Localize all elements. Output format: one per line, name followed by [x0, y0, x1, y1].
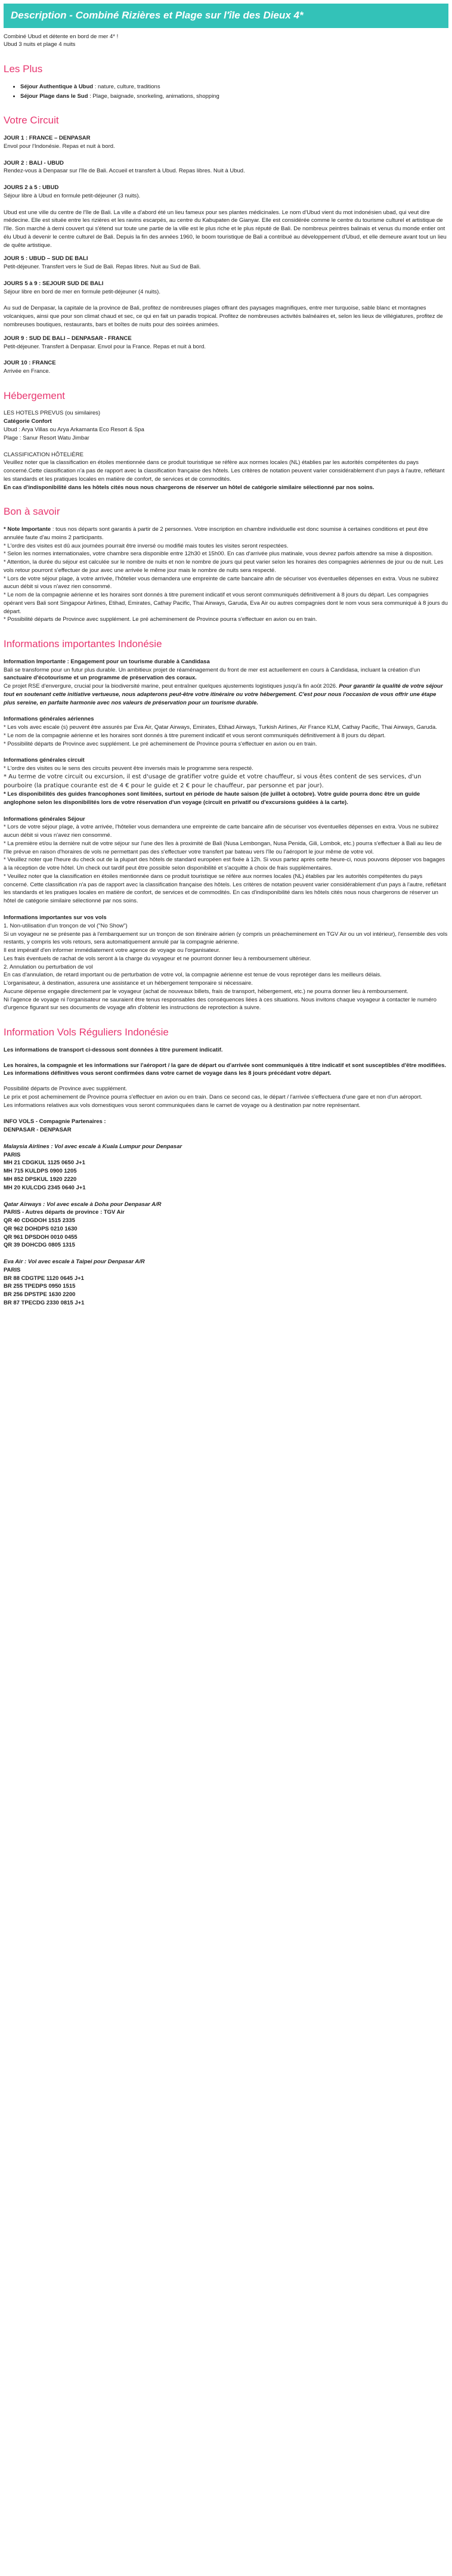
- day-5: [4, 255, 448, 271]
- sejour-info-item: * Veuillez noter que l'heure du check out de la plupart des hôtels de standard européen est fixée à 12h. Si vous partez après cette heure-ci, nous pouvons déposer vos bagages à la réception de votre hôtel. Un check out tardif peut être possible selon disponibilité et s'acquitte à choix de frais supplémentaires.: [4, 856, 445, 872]
- classification-note: En cas d'indisponibilité dans les hôtels cités nous nous chargerons de réserver un hôtel de catégorie similaire sélectionné par nos soins.: [4, 484, 374, 491]
- savoir-note: [4, 525, 448, 542]
- aerien-block: [4, 715, 448, 748]
- plus-text: : Plage, baignade, snorkeling, animations, shopping: [88, 92, 219, 100]
- savoir-item: * Le nom de la compagnie aérienne et les horaires sont donnés à titre purement indicatif et vous seront communiqués définitivement à 8 jours du départ. Les compagnies opérant vers Bali sont Singapour Airlines, Etihad, Emirates, Cathay Pacific, Thai Airways, Garuda, Eva Air ou autres compagnies dont le nom vous sera communiqué à 8 jours du départ.: [4, 592, 448, 615]
- vols-intro-item: Les informations relatives aux vols domestiques vous seront communiquées dans le carnet de voyage ou à destination par notre représentant.: [4, 1102, 361, 1109]
- hotels-block: [4, 409, 448, 442]
- classification-text: Veuillez noter que la classification en étoiles mentionnée dans ce produit touristique se réfère aux normes locales (NL) établies par les autorités compétentes du pays concerné.Cette classification n'a pas de rapport avec la classification française des hôtels. Les critères de notation peuvent varier considérablement d'un pays à l'autre, reflétant les standards et les pratiques locales en matière de confort, de services et de commodités.: [4, 459, 445, 483]
- day-title: JOURS 2 à 5 : UBUD: [4, 184, 59, 191]
- vols-info-item: Il est impératif d'en informer immédiatement votre agence de voyage ou l'organisateur.: [4, 947, 221, 954]
- list-item: [20, 83, 448, 91]
- plus-label: Séjour Plage dans le Sud: [20, 92, 88, 100]
- aerien-title: Informations générales aériennes: [4, 716, 94, 723]
- vols-intro: [4, 1046, 448, 1110]
- vols-intro-item: Les horaires, la compagnie et les informations sur l'aéroport / la gare de départ ou d'arrivée sont communiqués à titre indicatif et sont susceptibles d'être modifiées. Les informations définitives vous seront confirmées dans votre carnet de voyage dans les 8 jours précédant votre départ.: [4, 1062, 447, 1077]
- days-5-9: [4, 280, 448, 296]
- vols-info-item: 2. Annulation ou perturbation de vol: [4, 963, 93, 970]
- flight-row: BR 255 TPEDPS 0950 1515: [4, 1283, 76, 1290]
- circuit-info-title: Informations générales circuit: [4, 757, 85, 764]
- flight-row: QR 39 DOHCDG 0805 1315: [4, 1242, 75, 1249]
- vols-intro-item: Le prix et post acheminement de Province pourra s'effectuer en avion ou en train. Dans ce second cas, le départ / l'arrivée s'effectuera d'une gare et non d'un aéroport.: [4, 1093, 423, 1100]
- savoir-item: * Possibilité départs de Province avec supplément. Le pré acheminement de Province pourra s'effectuer en avion ou en train.: [4, 616, 317, 623]
- intro-line: Combiné Ubud et détente en bord de mer 4* !: [4, 33, 119, 40]
- section-title-infos: Informations importantes Indonésie: [4, 638, 162, 650]
- hotel-plage: Plage : Sanur Resort Watu Jimbar: [4, 434, 89, 441]
- qatar-block: [4, 1201, 448, 1250]
- sejour-info-item: * Veuillez noter que la classification en étoiles mentionnée dans ce produit touristique se réfère aux normes locales (NL) établies par les autorités compétentes du pays concerné. Cette classification n'a pas de rapport avec la classification française des hôtels. Les critères de notation peuvent varier considérablement d'un pays à l'autre, reflétant les standards et les pratiques locales en matière de confort, de services et de commodités. En cas d'indisponibilité dans les hôtels cités nous nous chargerons de réserver un hôtel de catégorie similaire sélectionné par nos soins.: [4, 873, 447, 905]
- vols-intro-item: Possibilité départs de Province avec supplément.: [4, 1086, 128, 1093]
- airline-city: PARIS - Autres départs de province : TGV Air: [4, 1209, 125, 1216]
- sejour-info-item: * Lors de votre séjour plage, à votre arrivée, l'hôtelier vous demandera une empreinte de carte bancaire afin de sécuriser vos éventuelles dépenses en extra. Vous ne subirez aucun débit si vous n'avez rien consommé.: [4, 824, 439, 839]
- vols-info-title: Informations importantes sur vos vols: [4, 914, 107, 921]
- section-title-hebergement: Hébergement: [4, 389, 66, 401]
- vols-info-item: L'organisateur, à destination, assurera une assistance et un hébergement temporaire si nécessaire.: [4, 980, 253, 987]
- vols-info-item: Les frais éventuels de rachat de vols seront à la charge du voyageur et ne pourront donner lieu à remboursement ultérieur.: [4, 955, 311, 962]
- eva-block: [4, 1258, 448, 1307]
- hotels-category: Catégorie Confort: [4, 418, 52, 425]
- flight-row: MH 20 KULCDG 2345 0640 J+1: [4, 1184, 86, 1191]
- page-title: Description - Combiné Rizières et Plage sur l'île des Dieux 4*: [4, 4, 448, 28]
- savoir-item: * Selon les normes internationales, votre chambre sera disponible entre 12h30 et 15h00. En cas d'arrivée plus matinale, vous devrez parfois attendre sa mise à disposition.: [4, 551, 433, 558]
- engagement-highlight: sanctuaire d'écotourisme et un programme de préservation des coraux.: [4, 675, 197, 682]
- circuit-info-item: * Au terme de votre circuit ou excursion, il est d'usage de gratifier votre guide et votre chauffeur, si vous êtes content de ses services, d'un pourboire (la pratique courante est de 4 € pour le guide et 2 € pour le chauffeur, par personne et par jour).: [4, 774, 422, 789]
- vols-info-item: 1. Non-utilisation d'un tronçon de vol ("No Show"): [4, 922, 128, 929]
- day-text: Petit-déjeuner. Transfert vers le Sud de Bali. Repas libres. Nuit au Sud de Bali.: [4, 264, 201, 271]
- vols-info-item: Si un voyageur ne se présente pas à l'embarquement sur un tronçon de son itinéraire aérien (y compris un préacheminement en TGV Air ou un vol intérieur), l'ensemble des vols restants, y compris les vols retours, sera automatiquement annulé par la compagnie aérienne.: [4, 930, 448, 946]
- flight-row: BR 87 TPECDG 2330 0815 J+1: [4, 1299, 85, 1306]
- section-title-plus: Les Plus: [4, 63, 43, 75]
- day-text: Séjour libre en bord de mer en formule petit-déjeuner (4 nuits).: [4, 288, 160, 295]
- vols-partners: [4, 1118, 448, 1134]
- airline-title: Malaysia Airlines : Vol avec escale à Kuala Lumpur pour Denpasar: [4, 1143, 182, 1150]
- malaysia-block: [4, 1143, 448, 1192]
- flight-row: BR 256 DPSTPE 1630 2200: [4, 1291, 76, 1298]
- ubud-description: Ubud est une ville du centre de l'île de Bali. La ville a d'abord été un lieu fameux pour ses plantes médicinales. Le nom d'Ubud vient du mot indonésien ubad, qui veut dire médecine. Elle est située entre les rizières et les ravins escarpés, au centre du Kabupaten de Gianyar. Elle est considérée comme le centre du tourisme culturel et artistique de l'île. Son marché à demi couvert qui s'étend sur toute une partie de la ville est le plus riche et le plus réputé de Bali. De nombreux peintres balinais et venus du monde entier ont élu Ubud à devenir le centre culturel de Bali. Depuis la fin des années 1960, le boom touristique de Bali a contribué au développement d'Ubud, et elle demeure avant tout un lieu de quête artistique.: [4, 209, 447, 249]
- flight-row: QR 962 DOHDPS 0210 1630: [4, 1225, 78, 1232]
- aerien-item: * Les vols avec escale (s) peuvent être assurés par Eva Air, Qatar Airways, Emirates, Etihad Airways, Turkish Airlines, Air France KLM, Cathay Pacific, Thai Airways, Garuda.: [4, 724, 437, 731]
- savoir-note-label: * Note Importante: [4, 526, 51, 533]
- flight-row: MH 21 CDGKUL 1125 0650 J+1: [4, 1159, 85, 1167]
- plus-label: Séjour Authentique à Ubud: [20, 83, 94, 90]
- day-text: Rendez-vous à Denpasar sur l'île de Bali. Accueil et transfert à Ubud. Repas libres. Nuit à Ubud.: [4, 168, 245, 175]
- sejour-info-block: [4, 815, 448, 905]
- section-title-savoir: Bon à savoir: [4, 506, 60, 518]
- page: [0, 4, 452, 1328]
- savoir-item: * L'ordre des visites est dû aux journées pourrait être inversé ou modifié mais toutes les visites seront respectées.: [4, 542, 289, 549]
- vols-partners-heading: INFO VOLS - Compagnie Partenaires :: [4, 1118, 106, 1125]
- savoir-note-text: : tous nos départs sont garantis à partir de 2 personnes. Votre inscription en chambre individuelle est donc soumise à certaines conditions et peut être annulée faute d'au moins 2 participants.: [4, 526, 428, 541]
- circuit-info-item: * Les disponibilités des guides francophones sont limitées, surtout en période de haute saison (de juillet à octobre). Votre guide pourra donc être un guide anglophone selon les disponibilités lors de votre réservation d'un voyage (circuit en privatif ou d'excursions guidées à la carte).: [4, 791, 420, 806]
- day-text: Arrivée en France.: [4, 368, 51, 375]
- airline-city: PARIS: [4, 1266, 21, 1273]
- sejour-info-item: * La première et/ou la dernière nuit de votre séjour sur l'une des îles à proximité de Bali (Nusa Lembongan, Nusa Penida, Gili, Lombok, etc.) pourra s'effectuer à Bali au lieu de l'île prévue en raison d'horaires de vols ne permettant pas des s'effectuer votre transfert par bateau vers l'île ou l'aéroport le jour même de votre vol.: [4, 840, 442, 855]
- day-title: JOUR 1 : FRANCE – DENPASAR: [4, 134, 91, 141]
- sejour-info-title: Informations générales Séjour: [4, 815, 85, 822]
- engagement-text-2: [4, 682, 448, 707]
- classification-title: CLASSIFICATION HÔTELIÈRE: [4, 451, 83, 458]
- circuit-info-block: [4, 756, 448, 806]
- days-2-5: [4, 184, 448, 200]
- section-title-vols: Information Vols Réguliers Indonésie: [4, 1026, 169, 1038]
- engagement-text: Bali se transforme pour un futur plus durable. Un ambitieux projet de réaménagement du front de mer est actuellement en cours à Candidasa, incluant la création d'un: [4, 666, 420, 673]
- engagement-text: Ce projet RSE d'envergure, crucial pour la biodiversité marine, peut entraîner quelques ajustements logistiques jusqu'à fin août 2026.: [4, 683, 339, 690]
- intro: [4, 33, 448, 50]
- day-1: [4, 134, 448, 151]
- classification-block: [4, 451, 448, 492]
- savoir-item: * Lors de votre séjour plage, à votre arrivée, l'hôtelier vous demandera une empreinte de carte bancaire afin de sécuriser vos éventuelles dépenses en extra. Vous ne subirez aucun débit si vous n'avez rien consommé.: [4, 575, 439, 590]
- engagement-title: Information Importante : Engagement pour un tourisme durable à Candidasa: [4, 658, 210, 665]
- day-title: JOURS 5 à 9 : SEJOUR SUD DE BALI: [4, 280, 104, 287]
- day-title: JOUR 5 : UBUD – SUD DE BALI: [4, 255, 88, 262]
- aerien-item: * Le nom de la compagnie aérienne et les horaires sont donnés à titre purement indicatif et vous seront communiqués définitivement à 8 jours du départ.: [4, 732, 386, 739]
- airline-title: Eva Air : Vol avec escale à Taipei pour Denpasar A/R: [4, 1258, 145, 1266]
- circuit-info-item: * L'ordre des visites ou le sens des circuits peuvent être inversés mais le programme sera respecté.: [4, 765, 253, 772]
- vols-info-item: Ni l'agence de voyage ni l'organisateur ne sauraient être tenus responsables des conséquences liées à ces situations. Nous invitons chaque voyageur à contacter le numéro d'urgence figurant sur ses documents de voyage afin d'obtenir les instructions de reprotection à suivre.: [4, 996, 437, 1012]
- day-text: Séjour libre à Ubud en formule petit-déjeuner (3 nuits).: [4, 192, 141, 199]
- aerien-item: * Possibilité départs de Province avec supplément. Le pré acheminement de Province pourra s'effectuer en avion ou en train.: [4, 740, 317, 747]
- day-2: [4, 159, 448, 176]
- day-title: JOUR 2 : BALI - UBUD: [4, 159, 64, 166]
- intro-line: Ubud 3 nuits et plage 4 nuits: [4, 41, 76, 48]
- vols-intro-item: Les informations de transport ci-dessous sont données à titre purement indicatif.: [4, 1046, 223, 1053]
- day-9: [4, 335, 448, 351]
- vols-route: DENPASAR - DENPASAR: [4, 1127, 72, 1134]
- plus-list: [20, 83, 448, 101]
- vols-info-block: [4, 914, 448, 1012]
- flight-row: MH 715 KULDPS 0900 1205: [4, 1168, 77, 1175]
- airline-city: PARIS: [4, 1151, 21, 1158]
- day-title: JOUR 9 : SUD DE BALI – DENPASAR - FRANCE: [4, 335, 132, 342]
- hotel-ubud: Ubud : Arya Villas ou Arya Arkamanta Eco Resort & Spa: [4, 426, 144, 433]
- day-10: [4, 359, 448, 376]
- day-text: Petit-déjeuner. Transfert à Denpasar. Envol pour la France. Repas et nuit à bord.: [4, 343, 206, 350]
- airline-title: Qatar Airways : Vol avec escale à Doha pour Denpasar A/R: [4, 1201, 162, 1208]
- vols-info-item: En cas d'annulation, de retard important ou de perturbation de votre vol, la compagnie aérienne est tenue de vous reprotéger dans les meilleurs délais.: [4, 972, 382, 979]
- flight-row: QR 961 DPSDOH 0010 0455: [4, 1233, 78, 1241]
- savoir-item: * Attention, la durée du séjour est calculée sur le nombre de nuits et non le nombre de jours qui peut varier selon les horaires des compagnies aériennes de jour ou de nuit. Les vols retour pourront s'effectuer de jour avec une arrivée le même jour mais le nombre de nuits sera respecté.: [4, 559, 444, 574]
- engagement-block: [4, 658, 448, 707]
- day-title: JOUR 10 : FRANCE: [4, 360, 56, 367]
- flight-row: BR 88 CDGTPE 1120 0645 J+1: [4, 1275, 84, 1282]
- flight-row: QR 40 CDGDOH 1515 2335: [4, 1217, 75, 1224]
- engagement-highlight: Pour garantir la qualité de votre séjour tout en soutenant cette initiative vertueuse, nous adapterons peut-être votre itinéraire ou votre hébergement. C'est pour nous l'occasion de vous offrir une étape plus sereine, en parfaite harmonie avec nos valeurs de préservation pour un tourisme durable.: [4, 683, 443, 706]
- sud-description: Au sud de Denpasar, la capitale de la province de Bali, profitez de nombreuses plages offrant des paysages magnifiques, entre mer turquoise, sable blanc et montagnes volcaniques, ainsi que pour son climat chaud et sec, ce qui en fait un paradis tropical. Profitez de nombreuses activités balnéaires et, selon les lieux de villégiatures, profitez de nombreuses boutiques, restaurants, bars et boîtes de nuits pour des soirées animées.: [4, 305, 443, 328]
- hotels-heading: LES HOTELS PREVUS (ou similaires): [4, 410, 101, 417]
- day-text: Envol pour l'Indonésie. Repas et nuit à bord.: [4, 143, 115, 150]
- list-item: [20, 92, 448, 101]
- plus-text: : nature, culture, traditions: [93, 83, 160, 90]
- flight-row: MH 852 DPSKUL 1920 2220: [4, 1176, 77, 1183]
- engagement-text-1: [4, 666, 448, 683]
- vols-info-item: Aucune dépense engagée directement par le voyageur (achat de nouveaux billets, frais de transport, hébergement, etc.) ne pourra donner lieu à remboursement.: [4, 988, 408, 995]
- savoir-block: [4, 525, 448, 624]
- section-title-circuit: Votre Circuit: [4, 115, 59, 126]
